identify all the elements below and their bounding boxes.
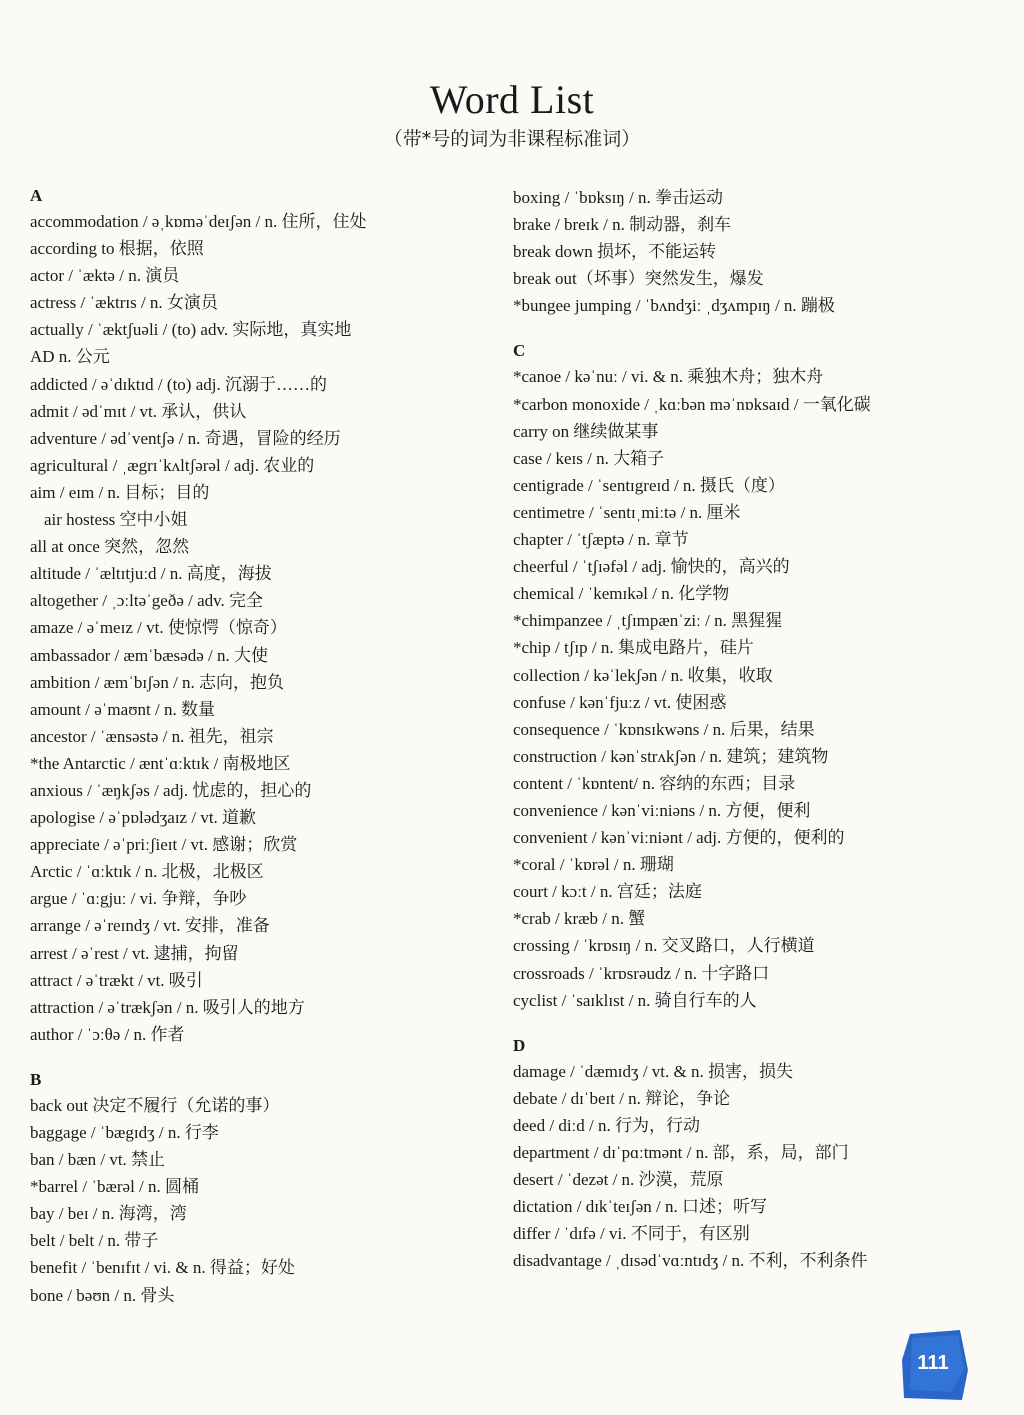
word-entry: amaze / əˈmeɪz / vt. 使惊愕（惊奇） — [30, 618, 287, 638]
section-letter: C — [513, 341, 526, 361]
word-entry: ancestor / ˈænsəstə / n. 祖先，祖宗 — [30, 726, 274, 746]
word-entry: *bungee jumping / ˈbʌndʒiː ˌdʒʌmpɪŋ / n. 蹦极 — [513, 296, 835, 316]
word-entry: accommodation / əˌkɒməˈdeɪʃən / n. 住所，住处 — [30, 212, 367, 231]
word-entry: *chimpanzee / ˌtʃɪmpænˈziː / n. 黑猩猩 — [513, 611, 783, 631]
page-number: 111 — [917, 1352, 949, 1374]
word-entry: actually / ˈæktʃuəli / (to) adv. 实际地，真实地 — [30, 320, 352, 340]
word-entry: air hostess 空中小姐 — [44, 510, 188, 530]
word-entry: construction / kənˈstrʌkʃən / n. 建筑；建筑物 — [513, 746, 829, 766]
word-entry: dictation / dɪkˈteɪʃən / n. 口述；听写 — [513, 1197, 768, 1217]
section-b — [30, 1068, 500, 1309]
word-entry: according to 根据，依照 — [30, 239, 204, 259]
word-entry: convenience / kənˈviːniəns / n. 方便，便利 — [513, 800, 811, 820]
word-entry: argue / ˈɑːgjuː / vi. 争辩，争吵 — [30, 889, 247, 909]
word-entry: boxing / ˈbɒksɪŋ / n. 拳击运动 — [513, 188, 723, 207]
word-entry: differ / ˈdɪfə / vi. 不同于，有区别 — [513, 1224, 750, 1244]
word-entry: debate / dɪˈbeɪt / n. 辩论，争论 — [513, 1088, 731, 1108]
section-letter: A — [30, 186, 43, 205]
word-entry: actor / ˈæktə / n. 演员 — [30, 266, 180, 286]
word-entry: cyclist / ˈsaɪklɪst / n. 骑自行车的人 — [513, 990, 757, 1010]
right-column — [513, 184, 983, 1274]
word-entry: desert / ˈdezət / n. 沙漠，荒原 — [513, 1170, 724, 1190]
section-a — [30, 184, 500, 1048]
word-entry: collection / kəˈlekʃən / n. 收集，收取 — [513, 665, 773, 685]
word-entry: crossing / ˈkrɒsɪŋ / n. 交叉路口，人行横道 — [513, 936, 815, 956]
word-entry: brake / breɪk / n. 制动器，刹车 — [513, 215, 732, 235]
page-title: Word List — [429, 77, 595, 122]
word-entry: cheerful / ˈtʃɪəfəl / adj. 愉快的，高兴的 — [513, 557, 790, 577]
word-entry: anxious / ˈæŋkʃəs / adj. 忧虑的，担心的 — [30, 780, 312, 800]
word-entry: chemical / ˈkemɪkəl / n. 化学物 — [513, 584, 730, 604]
word-entry: arrest / əˈrest / vt. 逮捕，拘留 — [30, 943, 239, 963]
word-entry: court / kɔːt / n. 宫廷；法庭 — [513, 882, 702, 902]
word-entry: case / keɪs / n. 大箱子 — [513, 448, 665, 468]
section-letter: B — [30, 1069, 42, 1089]
word-entry: break out（坏事）突然发生，爆发 — [513, 269, 764, 289]
word-entry: amount / əˈmaʊnt / n. 数量 — [30, 699, 215, 719]
word-entry: back out 决定不履行（允诺的事） — [30, 1095, 280, 1115]
word-entry: Arctic / ˈɑːktɪk / n. 北极，北极区 — [30, 862, 264, 882]
word-entry: addicted / əˈdɪktɪd / (to) adj. 沉溺于……的 — [30, 374, 327, 394]
word-entry: appreciate / əˈpriːʃieɪt / vt. 感谢；欣赏 — [30, 835, 298, 855]
word-entry: confuse / kənˈfjuːz / vt. 使困惑 — [513, 692, 727, 712]
section-letter: D — [513, 1035, 526, 1055]
word-entry: benefit / ˈbenɪfɪt / vi. & n. 得益；好处 — [30, 1258, 295, 1278]
word-entry: *coral / ˈkɒrəl / n. 珊瑚 — [513, 855, 674, 875]
word-entry: centigrade / ˈsentɪgreɪd / n. 摄氏（度） — [513, 475, 785, 495]
word-entry: author / ˈɔːθə / n. 作者 — [30, 1024, 185, 1044]
word-entry: bone / bəʊn / n. 骨头 — [30, 1285, 175, 1305]
word-entry: chapter / ˈtʃæptə / n. 章节 — [513, 530, 689, 550]
word-entry: all at once 突然，忽然 — [30, 537, 190, 557]
word-entry: admit / ədˈmɪt / vt. 承认，供认 — [30, 401, 247, 421]
word-entry: *carbon monoxide / ˌkɑːbən məˈnɒksaɪd / 一氧化碳 — [513, 394, 871, 414]
word-entry: bay / beɪ / n. 海湾，湾 — [30, 1204, 187, 1224]
word-entry: *chip / tʃɪp / n. 集成电路片，硅片 — [513, 638, 754, 658]
word-entry: ban / bæn / vt. 禁止 — [30, 1150, 166, 1170]
word-entry: attract / əˈtrækt / vt. 吸引 — [30, 970, 203, 990]
word-entry: department / dɪˈpɑːtmənt / n. 部，系，局，部门 — [513, 1143, 849, 1162]
word-entry: crossroads / ˈkrɒsrəudz / n. 十字路口 — [513, 963, 770, 983]
word-entry: baggage / ˈbægɪdʒ / n. 行李 — [30, 1123, 219, 1142]
word-entry: belt / belt / n. 带子 — [30, 1231, 159, 1251]
word-entry: ambassador / æmˈbæsədə / n. 大使 — [30, 645, 268, 665]
word-entry: *barrel / ˈbærəl / n. 圆桶 — [30, 1177, 200, 1197]
page-subtitle: （带*号的词为非课程标准词） — [383, 128, 641, 150]
section-d — [513, 1034, 983, 1275]
word-entry: aim / eɪm / n. 目标；目的 — [30, 482, 210, 502]
word-entry: adventure / ədˈventʃə / n. 奇遇，冒险的经历 — [30, 428, 341, 448]
word-entry: convenient / kənˈviːniənt / adj. 方便的，便利的 — [513, 828, 845, 848]
word-entry: altogether / ˌɔːltəˈgeðə / adv. 完全 — [30, 591, 264, 611]
word-entry: agricultural / ˌægrɪˈkʌltʃərəl / adj. 农业的 — [30, 455, 315, 475]
word-entry: damage / ˈdæmɪdʒ / vt. & n. 损害，损失 — [513, 1061, 793, 1081]
word-entry: content / ˈkɒntent/ n. 容纳的东西；目录 — [513, 773, 796, 793]
word-entry: deed / diːd / n. 行为，行动 — [513, 1115, 700, 1135]
word-entry: apologise / əˈpɒlədʒaɪz / vt. 道歉 — [30, 808, 257, 828]
word-entry: disadvantage / ˌdɪsədˈvɑːntɪdʒ / n. 不利，不利条件 — [513, 1251, 868, 1271]
left-column — [30, 184, 500, 1309]
word-entry: actress / ˈæktrɪs / n. 女演员 — [30, 293, 218, 313]
word-entry: consequence / ˈkɒnsɪkwəns / n. 后果，结果 — [513, 719, 815, 739]
word-entry: ambition / æmˈbɪʃən / n. 志向，抱负 — [30, 672, 285, 692]
word-entry: *crab / kræb / n. 蟹 — [513, 909, 646, 929]
word-entry: attraction / əˈtrækʃən / n. 吸引人的地方 — [30, 997, 305, 1017]
word-entry: centimetre / ˈsentɪˌmiːtə / n. 厘米 — [513, 502, 741, 522]
word-entry: break down 损坏，不能运转 — [513, 242, 717, 262]
word-entry: arrange / əˈreɪndʒ / vt. 安排，准备 — [30, 916, 270, 936]
word-entry: carry on 继续做某事 — [513, 421, 659, 441]
word-entry: *the Antarctic / æntˈɑːktɪk / 南极地区 — [30, 753, 291, 773]
section-c — [513, 339, 983, 1013]
section-b-continued — [513, 184, 983, 319]
word-entry: *canoe / kəˈnuː / vi. & n. 乘独木舟；独木舟 — [513, 367, 824, 387]
word-entry: altitude / ˈæltɪtjuːd / n. 高度，海拔 — [30, 564, 272, 584]
word-entry: AD n. 公元 — [30, 347, 110, 367]
